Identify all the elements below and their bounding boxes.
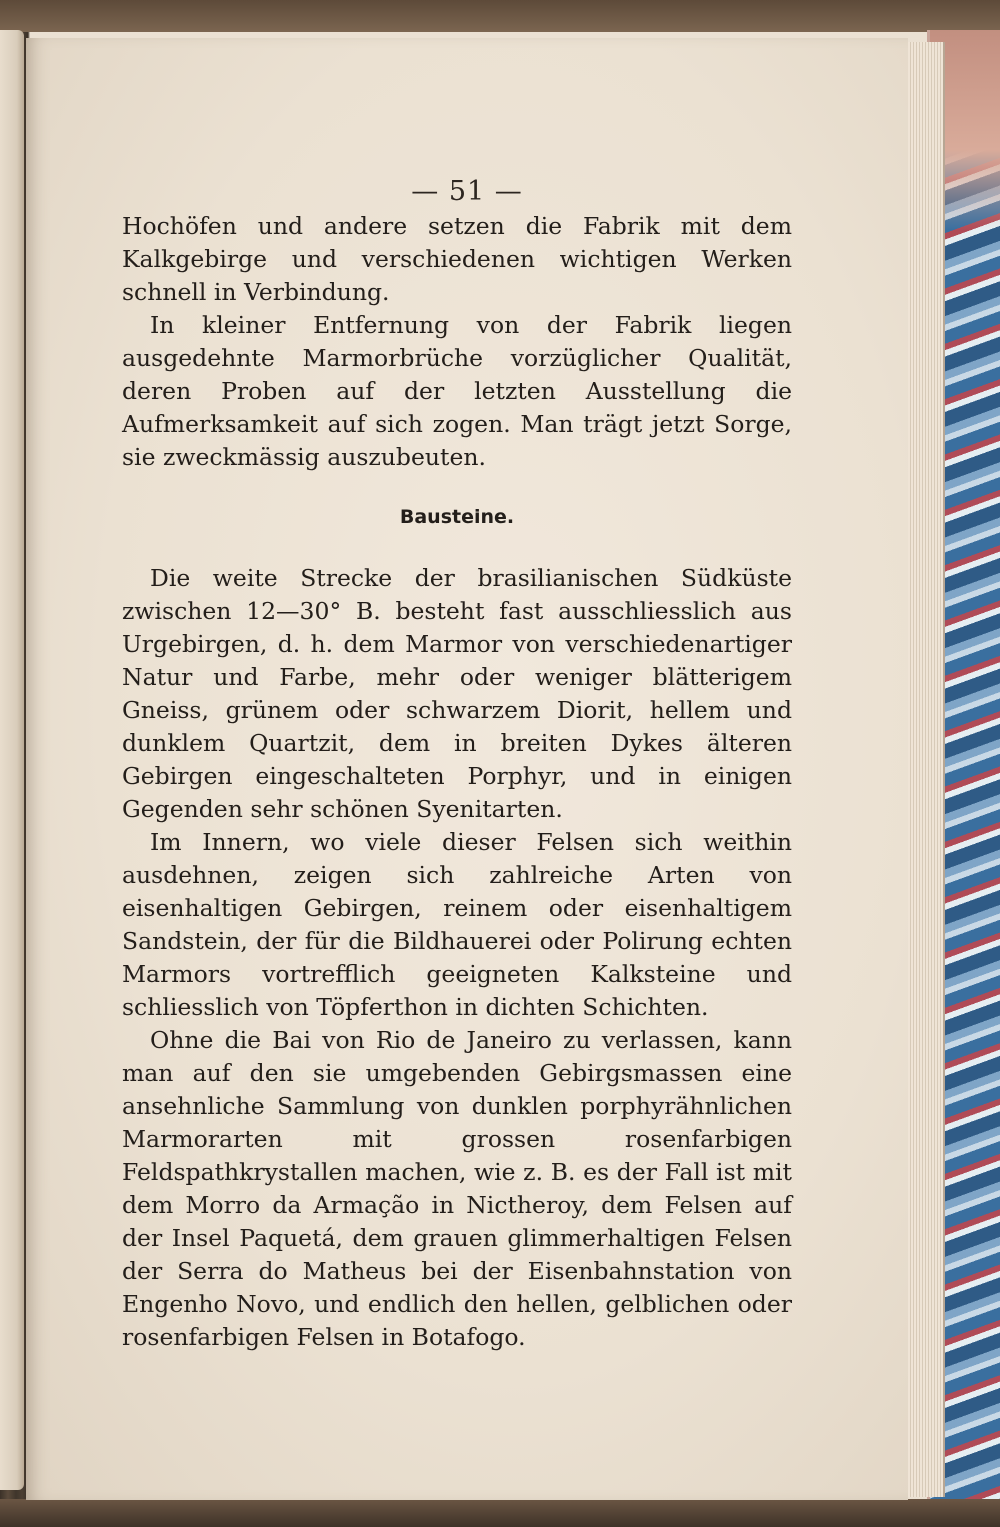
paragraph-south-coast: Die weite Strecke der brasilianischen Südküste zwischen 12—30° B. besteht fast ausschliesslich aus Urgebirgen, d. h. dem Marmor von verschiedenartiger Natur und Farbe, mehr oder weniger blätterigem Gneiss, grünem oder schwarzem Diorit, hellem und dunklem Quartzit, dem in breiten Dykes älteren Gebirgen eingeschalteten Porphyr, und in einigen Gegenden sehr schönen Syenitarten. xyxy=(122,564,792,823)
bottom-cover-edge xyxy=(0,1499,1000,1527)
previous-page-edge xyxy=(0,30,24,1490)
page-body xyxy=(122,210,792,1354)
book-page xyxy=(26,38,908,1500)
paragraph-rio-bay: Ohne die Bai von Rio de Janeiro zu verlassen, kann man auf den sie umgebenden Gebirgsmassen eine ansehnliche Sammlung von dunklen porphyrähnlichen Marmorarten mit grossen rosenfarbigen Feldspathkrystallen machen, wie z. B. es der Fall ist mit dem Morro da Armação in Nictheroy, dem Felsen auf der Insel Paquetá, dem grauen glimmerhaltigen Felsen der Serra do Matheus bei der Eisenbahnstation von Engenho Novo, und endlich den hellen, gelblichen oder rosenfarbigen Felsen in Botafogo. xyxy=(122,1026,792,1351)
section-heading: Bausteine. xyxy=(399,506,515,528)
paragraph-interior: Im Innern, wo viele dieser Felsen sich weithin ausdehnen, zeigen sich zahlreiche Arten von eisenhaltigen Gebirgen, reinem oder eisenhaltigem Sandstein, der für die Bildhauerei oder Polirung echten Marmors vortrefflich geeigneten Kalksteine und schliesslich von Töpferthon in dichten Schichten. xyxy=(122,828,792,1021)
paragraph-marble-quarries: In kleiner Entfernung von der Fabrik liegen ausgedehnte Marmorbrüche vorzüglicher Qualität, deren Proben auf der letzten Ausstellung die Aufmerksamkeit auf sich zogen. Man trägt jetzt Sorge, sie zweckmässig auszubeuten. xyxy=(122,311,792,471)
paragraph-continuation: Hochöfen und andere setzen die Fabrik mit dem Kalkgebirge und verschiedenen wichtigen Werken schnell in Verbindung. xyxy=(122,212,792,306)
page-edges xyxy=(905,42,945,1497)
top-cover-edge xyxy=(0,0,1000,32)
page-number: — 51 — xyxy=(411,176,523,207)
